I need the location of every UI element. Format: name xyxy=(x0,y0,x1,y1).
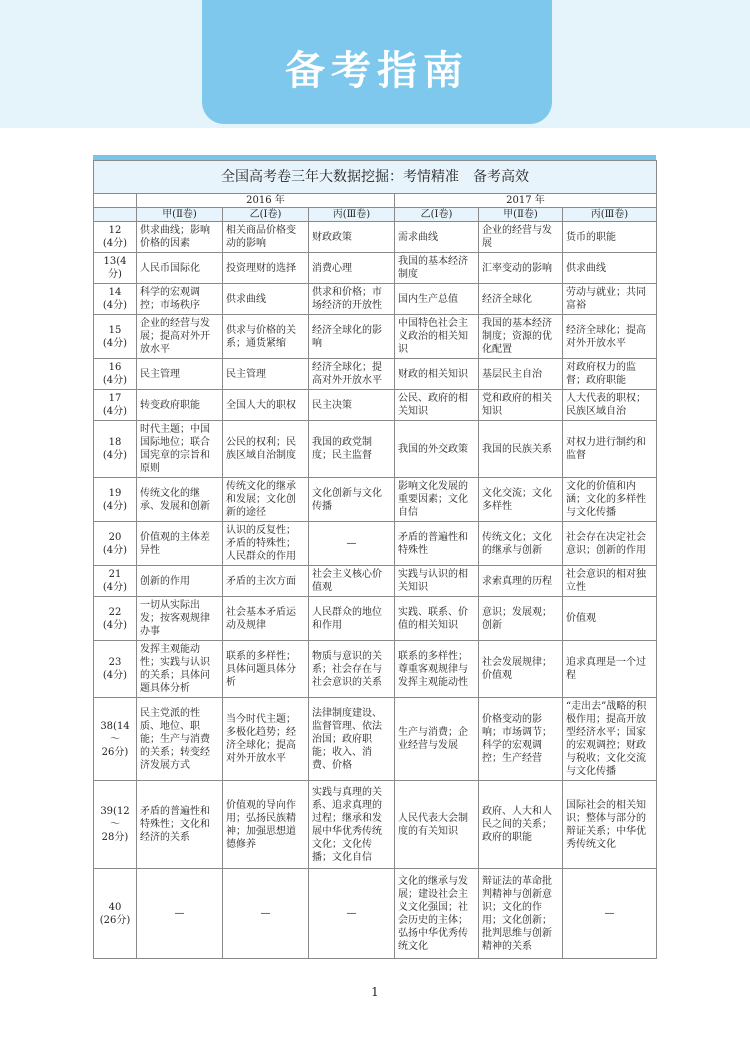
topic-cell: 基层民主自治 xyxy=(479,359,563,390)
topic-cell: 意识；发展观；创新 xyxy=(479,597,563,641)
topic-cell: 供求与价格的关系；通货紧缩 xyxy=(223,315,309,359)
column-header: 丙(Ⅲ卷) xyxy=(309,208,395,222)
topic-cell: 科学的宏观调控；市场秩序 xyxy=(137,284,223,315)
topic-cell: 实践与真理的关系、追求真理的过程；继承和发展中华优秀传统文化；文化传播；文化自信 xyxy=(309,781,395,869)
question-number-cell: 21 (4分) xyxy=(94,566,137,597)
topic-cell: — xyxy=(223,869,309,959)
topic-cell: 人民币国际化 xyxy=(137,253,223,284)
topic-cell: 供求曲线 xyxy=(223,284,309,315)
topic-cell: 人民代表大会制度的有关知识 xyxy=(395,781,479,869)
topic-cell: 认识的反复性；矛盾的特殊性；人民群众的作用 xyxy=(223,522,309,566)
table-row xyxy=(94,478,657,522)
topic-cell: 政府、人大和人民之间的关系；政府的职能 xyxy=(479,781,563,869)
topic-cell: 联系的多样性；具体问题具体分析 xyxy=(223,641,309,698)
column-header: 乙(Ⅰ卷) xyxy=(223,208,309,222)
topic-cell: 消费心理 xyxy=(309,253,395,284)
topic-cell: 相关商品价格变动的影响 xyxy=(223,222,309,253)
question-number-cell: 12 (4分) xyxy=(94,222,137,253)
topic-cell: 发挥主观能动性；实践与认识的关系；具体问题具体分析 xyxy=(137,641,223,698)
topic-cell: 供求曲线；影响价格的因素 xyxy=(137,222,223,253)
topic-cell: 文化的价值和内涵；文化的多样性与文化传播 xyxy=(563,478,657,522)
table-row xyxy=(94,698,657,781)
question-number-cell: 23 (4分) xyxy=(94,641,137,698)
topic-cell: — xyxy=(309,522,395,566)
topic-cell: 传统文化的继承和发展；文化创新的途径 xyxy=(223,478,309,522)
year-2017: 2017 年 xyxy=(395,194,657,208)
topic-cell: 对权力进行制约和监督 xyxy=(563,421,657,478)
column-header: 甲(Ⅱ卷) xyxy=(479,208,563,222)
corner-cell xyxy=(94,194,137,208)
question-number-cell: 19 (4分) xyxy=(94,478,137,522)
topic-cell: 传统文化；文化的继承与创新 xyxy=(479,522,563,566)
topic-cell: 经济全球化；提高对外开放水平 xyxy=(309,359,395,390)
topic-cell: 文化交流；文化多样性 xyxy=(479,478,563,522)
topic-cell: 影响文化发展的重要因素；文化自信 xyxy=(395,478,479,522)
topic-cell: 中国特色社会主义政治的相关知识 xyxy=(395,315,479,359)
table-row xyxy=(94,781,657,869)
topic-cell: 社会意识的相对独立性 xyxy=(563,566,657,597)
table-row xyxy=(94,869,657,959)
topic-cell: — xyxy=(563,869,657,959)
topic-cell: 公民、政府的相关知识 xyxy=(395,390,479,421)
topic-cell: 追求真理是一个过程 xyxy=(563,641,657,698)
topic-cell: 矛盾的普遍性和特殊性；文化和经济的关系 xyxy=(137,781,223,869)
topic-cell: — xyxy=(309,869,395,959)
topic-cell: 供求和价格；市场经济的开放性 xyxy=(309,284,395,315)
table-row xyxy=(94,253,657,284)
table-row xyxy=(94,421,657,478)
topic-cell: 矛盾的普遍性和特殊性 xyxy=(395,522,479,566)
question-number-cell: 38(14～ 26分) xyxy=(94,698,137,781)
column-header: 乙(Ⅰ卷) xyxy=(395,208,479,222)
topic-cell: 价值观的导向作用；弘扬民族精神；加强思想道德修养 xyxy=(223,781,309,869)
topic-cell: 实践、联系、价值的相关知识 xyxy=(395,597,479,641)
topic-cell: 时代主题；中国国际地位；联合国宪章的宗旨和原则 xyxy=(137,421,223,478)
question-number-cell: 13(4分) xyxy=(94,253,137,284)
topic-cell: 文化创新与文化传播 xyxy=(309,478,395,522)
topic-cell: 辩证法的革命批判精神与创新意识；文化的作用；文化创新；批判思维与创新精神的关系 xyxy=(479,869,563,959)
topic-cell: 全国人大的职权 xyxy=(223,390,309,421)
question-number-cell: 39(12～ 28分) xyxy=(94,781,137,869)
topic-cell: 价值观的主体差异性 xyxy=(137,522,223,566)
topic-cell: 生产与消费；企业经营与发展 xyxy=(395,698,479,781)
topic-cell: 我国的外交政策 xyxy=(395,421,479,478)
topic-cell: “走出去”战略的积极作用；提高开放型经济水平；国家的宏观调控；财政与税收；文化交流与文化传播 xyxy=(563,698,657,781)
topic-cell: 经济全球化；提高对外开放水平 xyxy=(563,315,657,359)
topic-cell: 转变政府职能 xyxy=(137,390,223,421)
topic-cell: 民主管理 xyxy=(137,359,223,390)
year-2016: 2016 年 xyxy=(137,194,395,208)
table-caption: 全国高考卷三年大数据挖掘：考情精准 备考高效 xyxy=(94,161,657,194)
table-row xyxy=(94,566,657,597)
topic-cell: 法律制度建设、监督管理、依法治国；政府职能；收入、消费、价格 xyxy=(309,698,395,781)
question-number-cell: 18 (4分) xyxy=(94,421,137,478)
topic-cell: 供求曲线 xyxy=(563,253,657,284)
table-row xyxy=(94,597,657,641)
topic-cell: 社会主义核心价值观 xyxy=(309,566,395,597)
topic-cell: 民主决策 xyxy=(309,390,395,421)
topic-cell: 当今时代主题；多极化趋势；经济全球化；提高对外开放水平 xyxy=(223,698,309,781)
topic-cell: 我国的基本经济制度 xyxy=(395,253,479,284)
topic-cell: 投资理财的选择 xyxy=(223,253,309,284)
topic-cell: 劳动与就业；共同富裕 xyxy=(563,284,657,315)
topic-cell: 社会发展规律；价值观 xyxy=(479,641,563,698)
topic-cell: 民主党派的性质、地位、职能；生产与消费的关系；转变经济发展方式 xyxy=(137,698,223,781)
topic-cell: 需求曲线 xyxy=(395,222,479,253)
column-header: 甲(Ⅱ卷) xyxy=(137,208,223,222)
table-row xyxy=(94,315,657,359)
topic-cell: 财政的相关知识 xyxy=(395,359,479,390)
table-row xyxy=(94,284,657,315)
topic-cell: 实践与认识的相关知识 xyxy=(395,566,479,597)
topic-cell: 传统文化的继承、发展和创新 xyxy=(137,478,223,522)
topic-cell: 人民群众的地位和作用 xyxy=(309,597,395,641)
topic-cell: 国际社会的相关知识；整体与部分的辩证关系；中华优秀传统文化 xyxy=(563,781,657,869)
question-number-cell: 17 (4分) xyxy=(94,390,137,421)
exam-analysis-table xyxy=(93,160,657,959)
topic-cell: 民主管理 xyxy=(223,359,309,390)
topic-cell: 一切从实际出发；按客观规律办事 xyxy=(137,597,223,641)
topic-cell: 文化的继承与发展；建设社会主义文化强国；社会历史的主体；弘扬中华优秀传统文化 xyxy=(395,869,479,959)
topic-cell: 物质与意识的关系；社会存在与社会意识的关系 xyxy=(309,641,395,698)
question-number-cell: 20 (4分) xyxy=(94,522,137,566)
topic-cell: 国内生产总值 xyxy=(395,284,479,315)
topic-cell: 企业的经营与发展 xyxy=(479,222,563,253)
question-number-cell: 22 (4分) xyxy=(94,597,137,641)
question-number-cell: 40 (26分) xyxy=(94,869,137,959)
topic-cell: 财政政策 xyxy=(309,222,395,253)
topic-cell: — xyxy=(137,869,223,959)
topic-cell: 人大代表的职权；民族区域自治 xyxy=(563,390,657,421)
table-row xyxy=(94,641,657,698)
topic-cell: 汇率变动的影响 xyxy=(479,253,563,284)
table-row xyxy=(94,359,657,390)
topic-cell: 求索真理的历程 xyxy=(479,566,563,597)
topic-cell: 我国的民族关系 xyxy=(479,421,563,478)
topic-cell: 我国的基本经济制度；资源的优化配置 xyxy=(479,315,563,359)
topic-cell: 创新的作用 xyxy=(137,566,223,597)
topic-cell: 联系的多样性；尊重客观规律与发挥主观能动性 xyxy=(395,641,479,698)
topic-cell: 经济全球化 xyxy=(479,284,563,315)
topic-cell: 对政府权力的监督；政府职能 xyxy=(563,359,657,390)
table-row xyxy=(94,222,657,253)
page-number: 1 xyxy=(371,985,379,999)
topic-cell: 矛盾的主次方面 xyxy=(223,566,309,597)
topic-cell: 公民的权利；民族区域自治制度 xyxy=(223,421,309,478)
topic-cell: 价值观 xyxy=(563,597,657,641)
topic-cell: 我国的政党制度；民主监督 xyxy=(309,421,395,478)
topic-cell: 社会基本矛盾运动及规律 xyxy=(223,597,309,641)
topic-cell: 价格变动的影响；市场调节；科学的宏观调控；生产经营 xyxy=(479,698,563,781)
table-row xyxy=(94,522,657,566)
exam-table xyxy=(93,155,656,959)
topic-cell: 党和政府的相关知识 xyxy=(479,390,563,421)
page-title: 备考指南 xyxy=(285,47,469,94)
topic-cell: 社会存在决定社会意识；创新的作用 xyxy=(563,522,657,566)
topic-cell: 企业的经营与发展；提高对外开放水平 xyxy=(137,315,223,359)
question-number-cell: 16 (4分) xyxy=(94,359,137,390)
section-title-tab xyxy=(202,0,552,124)
question-number-cell: 14 (4分) xyxy=(94,284,137,315)
topic-cell: 货币的职能 xyxy=(563,222,657,253)
table-row xyxy=(94,390,657,421)
question-number-cell: 15 (4分) xyxy=(94,315,137,359)
corner-cell xyxy=(94,208,137,222)
column-header: 丙(Ⅲ卷) xyxy=(563,208,657,222)
topic-cell: 经济全球化的影响 xyxy=(309,315,395,359)
